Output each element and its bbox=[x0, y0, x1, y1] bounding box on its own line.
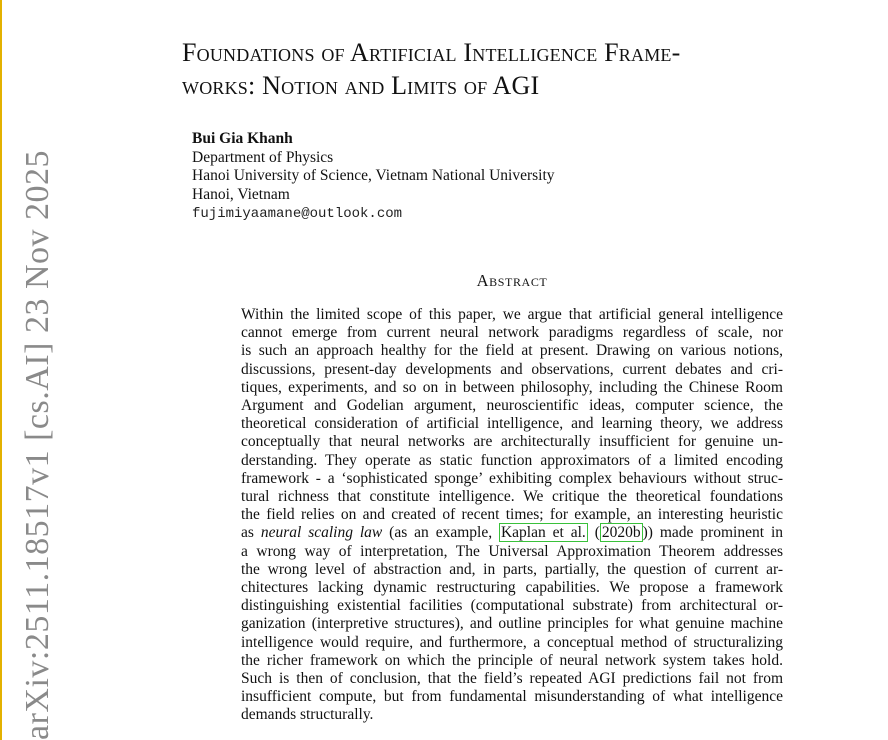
abstract-body bbox=[241, 306, 783, 725]
abstract-line: intelligence would require, and furthermore, a conceptual method of structuralizing bbox=[241, 633, 783, 651]
abstract-line: chitectures lacking dynamic restructuring capabilities. We propose a framework bbox=[241, 579, 783, 597]
abstract-heading: Abstract bbox=[476, 271, 548, 290]
abstract-line: discussions, present-day developments and observations, current debates and cri- bbox=[241, 360, 783, 378]
arxiv-identifier: arXiv:2511.18517v1 [cs.AI] 23 Nov 2025 bbox=[19, 150, 56, 740]
abstract-line: the field relies on and created of recent times; for example, an interesting heuristic bbox=[241, 506, 783, 524]
abstract-line: the richer framework on which the principle of neural network system takes hold. bbox=[241, 651, 783, 669]
paper-title bbox=[182, 36, 862, 102]
abstract-line: theoretical consideration of artificial intelligence, and learning theory, we address bbox=[241, 415, 783, 433]
author-email[interactable]: fujimiyaamane@outlook.com bbox=[192, 206, 403, 222]
left-margin-rule bbox=[0, 0, 2, 740]
title-line-1: Foundations of Artificial Intelligence Frame- bbox=[182, 38, 681, 67]
scaling-law-term: neural scaling law bbox=[260, 524, 383, 542]
abstract-line: ganization (interpretive structures), and outline principles for what genuine machine bbox=[241, 615, 783, 633]
title-line-2: works: Notion and Limits of AGI bbox=[182, 71, 540, 100]
abstract-line: a wrong way of interpretation, The Universal Approximation Theorem addresses bbox=[241, 542, 783, 560]
abstract-line: Within the limited scope of this paper, we argue that artificial general intelligence bbox=[241, 306, 783, 323]
citation-year-link[interactable]: 2020b bbox=[601, 524, 641, 542]
abstract-line: the wrong level of abstraction and, in parts, partially, the question of current ar- bbox=[241, 560, 783, 578]
abstract-line: conceptually that neural networks are architecturally insufficient for genuine un- bbox=[241, 433, 783, 451]
abstract-line: demands structurally. bbox=[241, 706, 374, 724]
abstract-line: Such is then of conclusion, that the field’s repeated AGI predictions fail not from bbox=[241, 670, 783, 688]
abstract-line: framework - a ‘sophisticated sponge’ exhibiting complex behaviours without struc- bbox=[241, 469, 783, 487]
abstract-line: as neural scaling law (as an example, Kaplan et al. ( 2020b )) made prominent in bbox=[241, 524, 784, 542]
abstract-line: is such an approach healthy for the field at present. Drawing on various notions, bbox=[241, 342, 783, 360]
abstract-line: cannot emerge from current neural network paradigms regardless of scale, nor bbox=[241, 324, 783, 342]
abstract-line: insufficient compute, but from fundamental misunderstanding of what intelligence bbox=[241, 688, 783, 706]
author-block bbox=[192, 130, 555, 224]
abstract-line: distinguishing existential facilities (computational substrate) from architectural or- bbox=[241, 597, 783, 615]
abstract-line: tiques, experiments, and so on in between philosophy, including the Chinese Room bbox=[241, 378, 783, 396]
abstract-line: derstanding. They operate as static function approximators of a limited encoding bbox=[241, 451, 783, 469]
citation-author-link[interactable]: Kaplan et al. bbox=[500, 524, 586, 542]
abstract-line: Argument and Godelian argument, neuroscientific ideas, computer science, the bbox=[241, 397, 783, 415]
author-department: Department of Physics bbox=[192, 148, 334, 166]
author-location: Hanoi, Vietnam bbox=[192, 185, 290, 203]
abstract-line: tural richness that constitute intelligence. We critique the theoretical foundations bbox=[241, 488, 783, 506]
author-university: Hanoi University of Science, Vietnam National University bbox=[192, 167, 555, 184]
author-name: Bui Gia Khanh bbox=[192, 130, 293, 147]
